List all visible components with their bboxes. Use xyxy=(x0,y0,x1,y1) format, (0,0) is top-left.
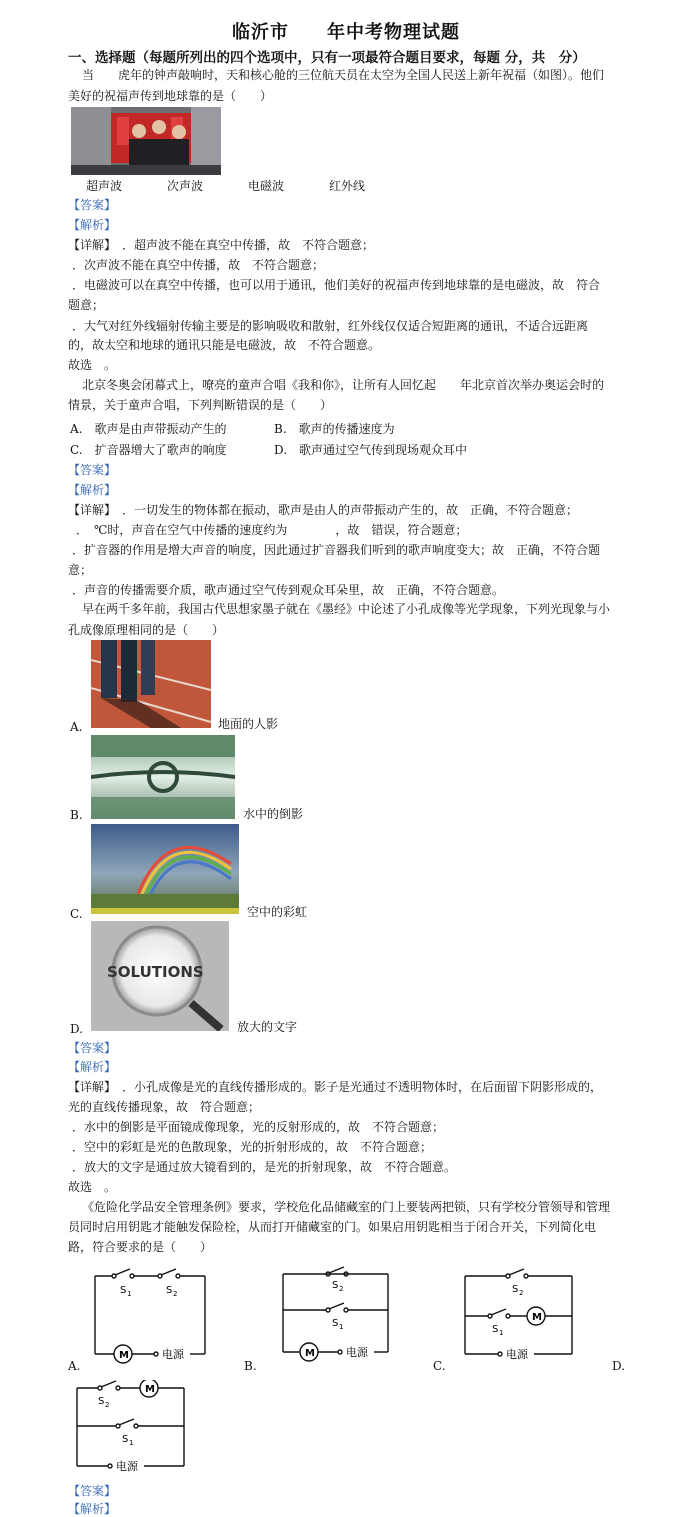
circuit-d xyxy=(72,1380,192,1476)
q4-stem-line: 员同时启用钥匙才能触发保险栓，从而打开储藏室的门。如果启用钥匙相当于闭合开关，下列简化电 xyxy=(68,1220,597,1234)
q2-detail-line: ．扩音器的作用是增大声音的响度，因此通过扩音器我们听到的歌声响度变大；故 正确，不符合题 xyxy=(72,543,601,557)
answer-tag: 【答案】 xyxy=(68,198,117,212)
q3-detail-line: 故选 。 xyxy=(68,1180,117,1194)
q2-stem-line: 情景，关于童声合唱，下列判断错误的是（ ） xyxy=(68,398,333,412)
q3-option-c-letter: C. xyxy=(70,907,83,921)
q2-detail-line: 【详解】 ．一切发生的物体都在振动，歌声是由人的声带振动产生的，故 正确，不符合题意； xyxy=(68,503,579,517)
switch-sub: 1 xyxy=(127,1290,132,1298)
q3-option-b-text: 水中的倒影 xyxy=(243,807,304,821)
analysis-tag: 【解析】 xyxy=(68,1502,117,1516)
power-source-label: 电源 xyxy=(346,1346,368,1359)
rainbow-photo xyxy=(91,824,239,914)
q2-option-a: A. 歌声是由声带振动产生的 xyxy=(70,422,227,436)
power-source-label: 电源 xyxy=(162,1348,184,1361)
analysis-tag: 【解析】 xyxy=(68,483,117,497)
q3-option-d-letter: D. xyxy=(70,1022,84,1036)
switch-label: S xyxy=(492,1324,499,1335)
answer-tag: 【答案】 xyxy=(68,1484,117,1498)
switch-sub: 1 xyxy=(129,1439,134,1447)
q4-stem-line: 《危险化学品安全管理条例》要求，学校危化品储藏室的门上要装两把锁，只有学校分管领导和管理 xyxy=(82,1200,611,1214)
q3-stem-line: 孔成像原理相同的是（ ） xyxy=(68,623,225,637)
q1-detail-line: 【详解】 ．超声波不能在真空中传播，故 不符合题意； xyxy=(68,238,375,252)
q2-detail-line: ． ℃时，声音在空气中传播的速度约为 ，故 错误，符合题意； xyxy=(76,523,468,537)
switch-sub: 2 xyxy=(173,1290,178,1298)
q2-option-d: D. 歌声通过空气传到现场观众耳中 xyxy=(274,443,468,457)
switch-sub: 1 xyxy=(499,1329,504,1337)
power-source-label: 电源 xyxy=(506,1348,528,1361)
motor-label: M xyxy=(305,1348,315,1359)
q2-option-b: B. 歌声的传播速度为 xyxy=(274,422,395,436)
q4-option-d-letter: D. xyxy=(612,1359,626,1373)
page-title: 临沂市 年中考物理试题 xyxy=(232,22,460,43)
q2-detail-line: ．声音的传播需要介质，歌声通过空气传到观众耳朵里，故 正确，不符合题意。 xyxy=(72,583,505,597)
q2-option-c: C. 扩音器增大了歌声的响度 xyxy=(70,443,227,457)
q4-option-c-letter: C. xyxy=(433,1359,446,1373)
q1-stem-line: 美好的祝福声传到地球靠的是（ ） xyxy=(68,89,273,103)
reflection-photo-art xyxy=(91,735,235,819)
motor-label: M xyxy=(145,1384,155,1395)
switch-sub: 2 xyxy=(105,1401,110,1409)
q1-option-a: 超声波 xyxy=(86,179,123,193)
switch-sub: 2 xyxy=(339,1285,344,1293)
q3-detail-line: 【详解】 ．小孔成像是光的直线传播形成的。影子是光通过不透明物体时，在后面留下阴影形成的， xyxy=(68,1080,603,1094)
circuit-b xyxy=(278,1266,398,1366)
power-source-label: 电源 xyxy=(116,1460,138,1473)
q1-stem-line: 当 虎年的钟声敲响时，天和核心舱的三位航天员在太空为全国人民送上新年祝福（如图）。他们 xyxy=(82,68,605,82)
analysis-tag: 【解析】 xyxy=(68,1060,117,1074)
switch-label: S xyxy=(332,1318,339,1329)
q1-detail-line: ．次声波不能在真空中传播，故 不符合题意； xyxy=(72,258,325,272)
q1-detail-line: 题意； xyxy=(68,298,105,312)
switch-label: S xyxy=(98,1396,105,1407)
q3-option-b-letter: B. xyxy=(70,808,83,822)
analysis-tag: 【解析】 xyxy=(68,218,117,232)
q1-detail-line: ．电磁波可以在真空中传播，也可以用于通讯，他们美好的祝福声传到地球靠的是电磁波，故 符合 xyxy=(72,278,601,292)
q4-option-a-letter: A. xyxy=(68,1359,81,1373)
q3-option-a-text: 地面的人影 xyxy=(218,717,279,731)
q1-option-c: 电磁波 xyxy=(248,179,285,193)
switch-label: S xyxy=(332,1280,339,1291)
magnifier-text: SOLUTIONS xyxy=(107,963,204,981)
q1-detail-line: 的，故太空和地球的通讯只能是电磁波，故 不符合题意。 xyxy=(68,338,381,352)
switch-label: S xyxy=(512,1284,519,1295)
circuit-c xyxy=(460,1268,580,1368)
reflection-photo xyxy=(91,735,235,819)
q3-stem-line: 早在两千多年前，我国古代思想家墨子就在《墨经》中论述了小孔成像等光学现象，下列光现象与小 xyxy=(82,602,611,616)
q2-detail-line: 意； xyxy=(68,563,93,577)
switch-sub: 1 xyxy=(339,1323,344,1331)
magnifier-photo-art xyxy=(91,921,229,1031)
astronauts-photo-art xyxy=(71,107,221,175)
q1-detail-line: ．大气对红外线辐射传输主要是的影响吸收和散射，红外线仅仅适合短距离的通讯，不适合远距离 xyxy=(72,319,589,333)
q1-option-b: 次声波 xyxy=(167,179,204,193)
switch-label: S xyxy=(166,1285,173,1296)
q3-option-d-text: 放大的文字 xyxy=(237,1020,298,1034)
rainbow-photo-art xyxy=(91,824,239,914)
q2-stem-line: 北京冬奥会闭幕式上，嘹亮的童声合唱《我和你》，让所有人回忆起 年北京首次举办奥运会时的 xyxy=(82,378,605,392)
q1-detail-line: 故选 。 xyxy=(68,358,117,372)
q3-detail-line: 光的直线传播现象，故 符合题意； xyxy=(68,1100,261,1114)
switch-label: S xyxy=(120,1285,127,1296)
q1-option-d: 红外线 xyxy=(329,179,366,193)
motor-label: M xyxy=(119,1350,129,1361)
magnifier-photo xyxy=(91,921,229,1031)
q3-option-c-text: 空中的彩虹 xyxy=(247,905,308,919)
q3-detail-line: ．放大的文字是通过放大镜看到的，是光的折射现象，故 不符合题意。 xyxy=(72,1160,457,1174)
motor-label: M xyxy=(532,1312,542,1323)
switch-sub: 2 xyxy=(519,1289,524,1297)
q3-option-a-letter: A. xyxy=(70,720,83,734)
shadow-photo-art xyxy=(91,640,211,728)
shadow-photo xyxy=(91,640,211,728)
section-heading: 一、选择题（每题所列出的四个选项中，只有一项最符合题目要求，每题 分，共 分） xyxy=(68,50,586,66)
q3-detail-line: ．水中的倒影是平面镜成像现象，光的反射形成的，故 不符合题意； xyxy=(72,1120,445,1134)
q4-option-b-letter: B. xyxy=(244,1359,257,1373)
answer-tag: 【答案】 xyxy=(68,1041,117,1055)
astronauts-photo xyxy=(71,107,221,175)
switch-label: S xyxy=(122,1434,129,1445)
circuit-a xyxy=(90,1268,215,1368)
q4-stem-line: 路，符合要求的是（ ） xyxy=(68,1240,213,1254)
q3-detail-line: ．空中的彩虹是光的色散现象，光的折射形成的，故 不符合题意； xyxy=(72,1140,433,1154)
answer-tag: 【答案】 xyxy=(68,463,117,477)
